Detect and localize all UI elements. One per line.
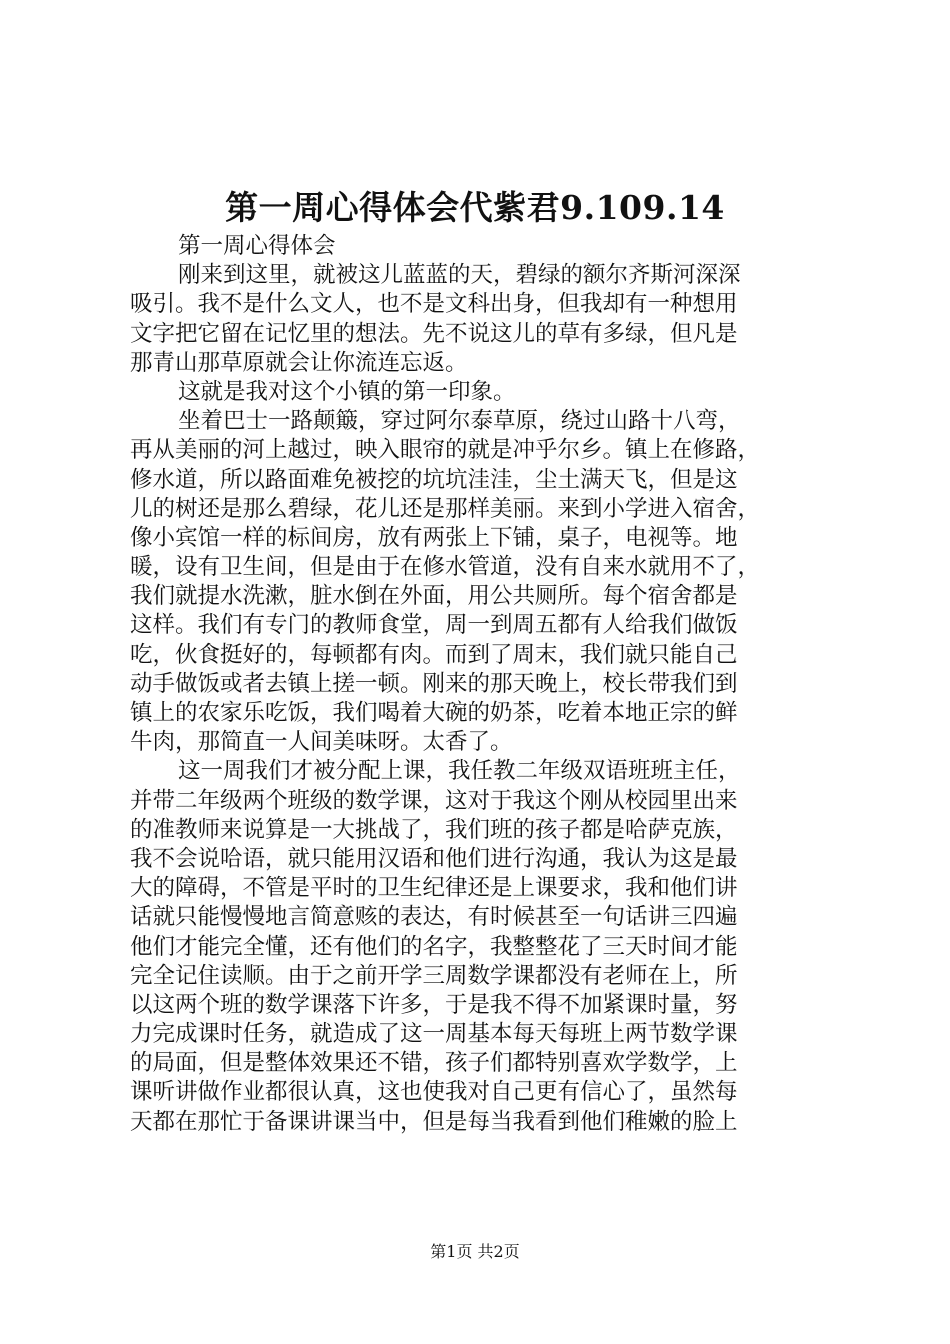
- text-line: 那青山那草原就会让你流连忘返。: [130, 349, 468, 376]
- text-line: 儿的树还是那么碧绿，花儿还是那样美丽。来到小学进入宿舍，: [130, 495, 761, 522]
- text-line: 修水道，所以路面难免被挖的坑坑洼洼，尘土满天飞，但是这: [130, 466, 738, 493]
- text-line: 大的障碍，不管是平时的卫生纪律还是上课要求，我和他们讲: [130, 875, 738, 902]
- text-line: 完全记住读顺。由于之前开学三周数学课都没有老师在上，所: [130, 962, 738, 989]
- text-line: 的准教师来说算是一大挑战了，我们班的孩子都是哈萨克族，: [130, 816, 738, 843]
- text-line: 以这两个班的数学课落下许多，于是我不得不加紧课时量，努: [130, 991, 738, 1018]
- text-line: 牛肉，那简直一人间美味呀。太香了。: [130, 729, 513, 756]
- text-line: 坐着巴士一路颠簸，穿过阿尔泰草原，绕过山路十八弯，: [178, 408, 741, 435]
- text-line: 刚来到这里，就被这儿蓝蓝的天，碧绿的额尔齐斯河深深: [178, 262, 741, 289]
- text-line: 力完成课时任务，就造成了这一周基本每天每班上两节数学课: [130, 1021, 738, 1048]
- document-body: [130, 232, 830, 1137]
- text-line: 镇上的农家乐吃饭，我们喝着大碗的奶茶，吃着本地正宗的鲜: [130, 700, 738, 726]
- page-number-footer: 第1页 共2页: [430, 1242, 520, 1261]
- text-line: 话就只能慢慢地言简意赅的表达，有时候甚至一句话讲三四遍: [130, 904, 738, 931]
- text-line: 吃，伙食挺好的，每顿都有肉。而到了周末，我们就只能自己: [130, 641, 738, 668]
- text-line: 他们才能完全懂，还有他们的名字，我整整花了三天时间才能: [130, 933, 738, 960]
- text-line: 这一周我们才被分配上课，我任教二年级双语班班主任，: [178, 758, 741, 785]
- text-line: 第一周心得体会: [178, 233, 336, 259]
- text-line: 再从美丽的河上越过，映入眼帘的就是冲乎尔乡。镇上在修路，: [130, 437, 761, 464]
- text-line: 这样。我们有专门的教师食堂，周一到周五都有人给我们做饭: [130, 612, 738, 639]
- document-title: 第一周心得体会代紫君9.109.14: [225, 188, 725, 227]
- text-line: 这就是我对这个小镇的第一印象。: [178, 378, 516, 405]
- text-line: 文字把它留在记忆里的想法。先不说这儿的草有多绿，但凡是: [130, 320, 738, 347]
- text-line: 并带二年级两个班级的数学课，这对于我这个刚从校园里出来: [130, 787, 738, 814]
- text-line: 动手做饭或者去镇上搓一顿。刚来的那天晚上，校长带我们到: [130, 670, 738, 697]
- text-line: 暖，设有卫生间，但是由于在修水管道，没有自来水就用不了，: [130, 554, 761, 581]
- text-line: 像小宾馆一样的标间房，放有两张上下铺，桌子，电视等。地: [130, 524, 738, 551]
- text-line: 吸引。我不是什么文人，也不是文科出身，但我却有一种想用: [130, 291, 738, 318]
- text-line: 我不会说哈语，就只能用汉语和他们进行沟通，我认为这是最: [130, 845, 738, 872]
- text-line: 天都在那忙于备课讲课当中，但是每当我看到他们稚嫩的脸上: [130, 1108, 738, 1135]
- text-line: 我们就提水洗漱，脏水倒在外面，用公共厕所。每个宿舍都是: [130, 583, 738, 610]
- text-line: 的局面，但是整体效果还不错，孩子们都特别喜欢学数学，上: [130, 1050, 738, 1077]
- text-line: 课听讲做作业都很认真，这也使我对自己更有信心了，虽然每: [130, 1079, 738, 1106]
